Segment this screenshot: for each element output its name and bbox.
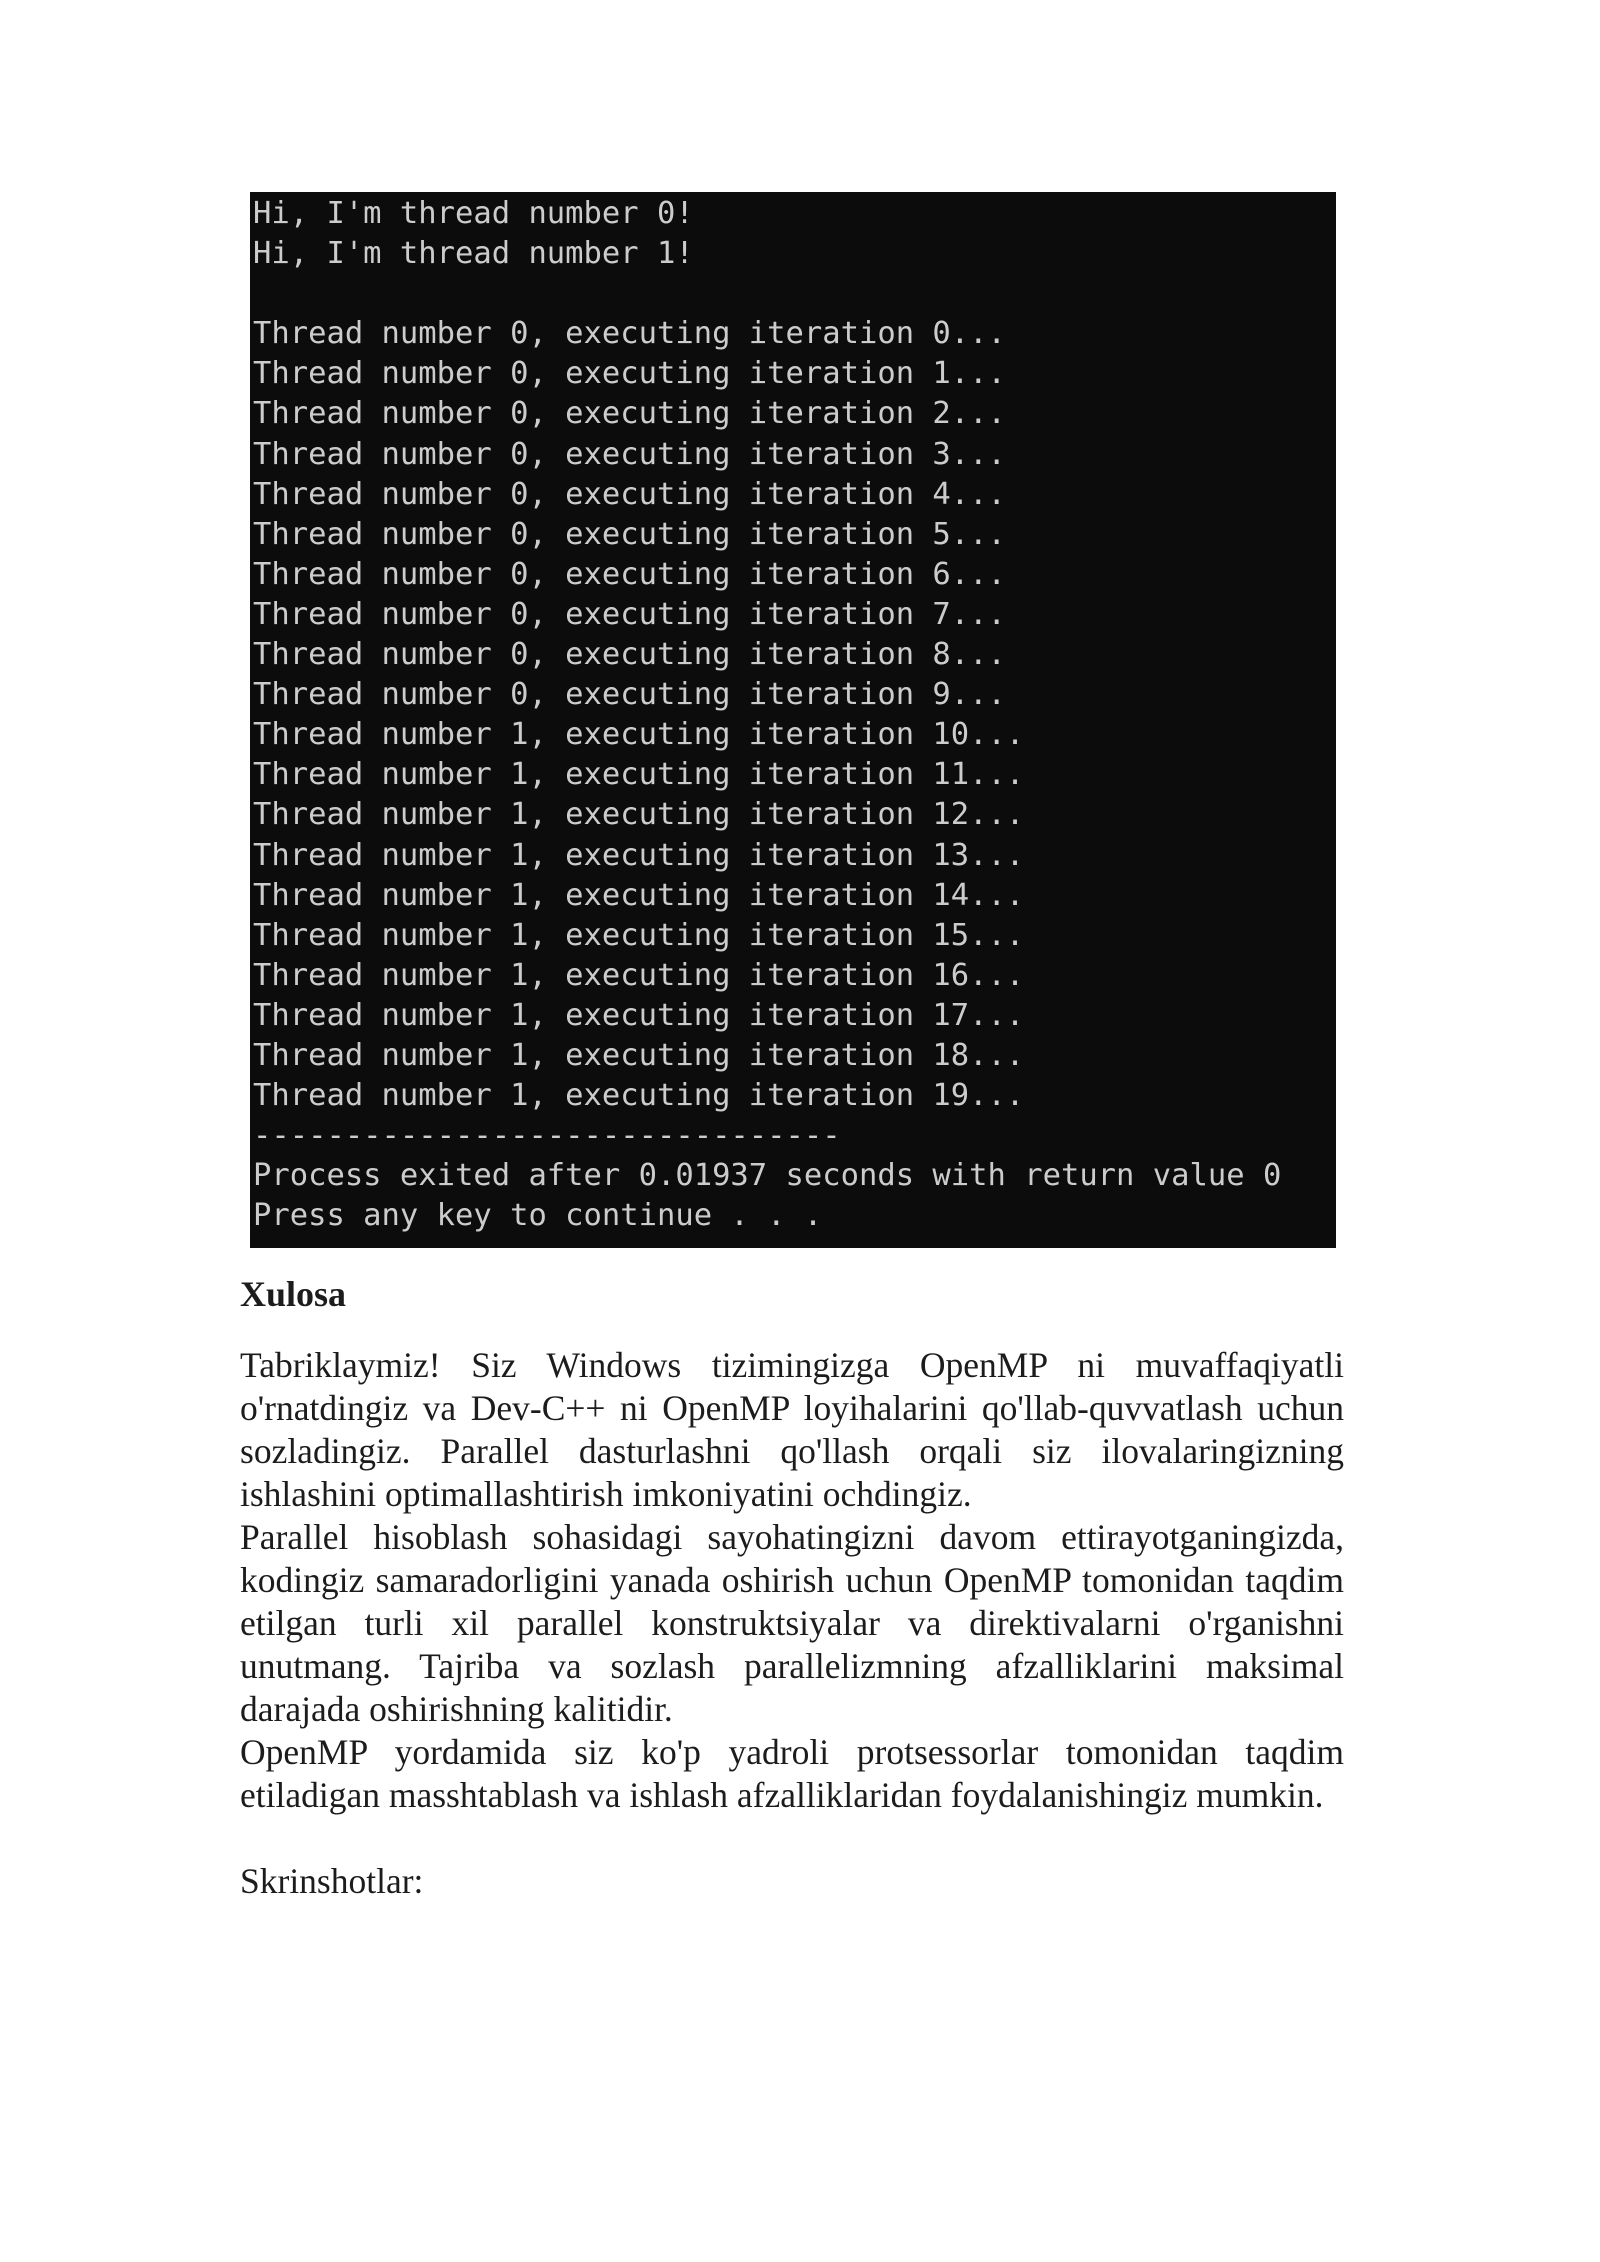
console-line: Thread number 0, executing iteration 1... — [253, 356, 1006, 392]
console-line: Thread number 0, executing iteration 5... — [253, 516, 1006, 552]
console-line: Hi, I'm thread number 0! — [253, 196, 694, 231]
section-heading: Xulosa — [240, 1274, 347, 1314]
console-exit-status: Process exited after 0.01937 seconds with return value 0 — [253, 1158, 1282, 1194]
screenshots-label: Skrinshotlar: — [240, 1861, 424, 1901]
console-screenshot — [250, 192, 1336, 1248]
console-line: Thread number 1, executing iteration 19... — [253, 1078, 1025, 1114]
console-line: Thread number 1, executing iteration 10... — [253, 717, 1025, 753]
console-line: Thread number 1, executing iteration 15... — [253, 917, 1025, 953]
console-line: Thread number 1, executing iteration 11... — [253, 757, 1025, 793]
console-line: Thread number 1, executing iteration 13... — [253, 837, 1025, 873]
console-line: Thread number 1, executing iteration 16... — [253, 957, 1025, 993]
console-line: Thread number 1, executing iteration 17... — [253, 997, 1025, 1033]
console-line: Thread number 0, executing iteration 4... — [253, 476, 1006, 512]
paragraph-spacer — [240, 1817, 1344, 1860]
console-line: Thread number 0, executing iteration 2... — [253, 396, 1006, 432]
console-line: Hi, I'm thread number 1! — [253, 236, 694, 272]
section-body — [240, 1344, 1344, 1903]
console-line: Thread number 0, executing iteration 3... — [253, 436, 1006, 472]
conclusion-paragraph: Tabriklaymiz! Siz Windows tizimingizga OpenMP ni muvaffaqiyatli o'rnatdingiz va Dev-C++ ni OpenMP loyihalarini qo'llab-quvvatlash uchun sozladingiz. Parallel dasturlashni qo'llash orqali siz ilovalaringizning ishlashini optimallashtirish imkoniyatini ochdingiz. — [240, 1345, 1344, 1514]
console-line: Thread number 1, executing iteration 12... — [253, 797, 1025, 833]
console-line: Thread number 0, executing iteration 9... — [253, 677, 1006, 713]
console-line: Thread number 0, executing iteration 6... — [253, 556, 1006, 592]
console-line — [253, 274, 1336, 314]
console-line: Thread number 0, executing iteration 7... — [253, 596, 1006, 632]
console-line: Thread number 1, executing iteration 14... — [253, 877, 1025, 913]
console-separator: -------------------------------- — [253, 1118, 841, 1154]
console-line: Thread number 0, executing iteration 8... — [253, 637, 1006, 673]
console-line: Thread number 1, executing iteration 18... — [253, 1037, 1025, 1073]
console-line: Thread number 0, executing iteration 0... — [253, 316, 1006, 352]
conclusion-paragraph: OpenMP yordamida siz ko'p yadroli protsessorlar tomonidan taqdim etiladigan masshtablash va ishlash afzalliklaridan foydalanishingiz mumkin. — [240, 1732, 1344, 1815]
conclusion-paragraph: Parallel hisoblash sohasidagi sayohatingizni davom ettirayotganingizda, kodingiz samaradorligini yanada oshirish uchun OpenMP tomonidan taqdim etilgan turli xil parallel konstruktsiyalar va direktivalarni o'rganishni unutmang. Tajriba va sozlash parallelizmning afzalliklarini maksimal darajada oshirishning kalitidir. — [240, 1517, 1344, 1729]
console-prompt: Press any key to continue . . . — [253, 1198, 823, 1234]
